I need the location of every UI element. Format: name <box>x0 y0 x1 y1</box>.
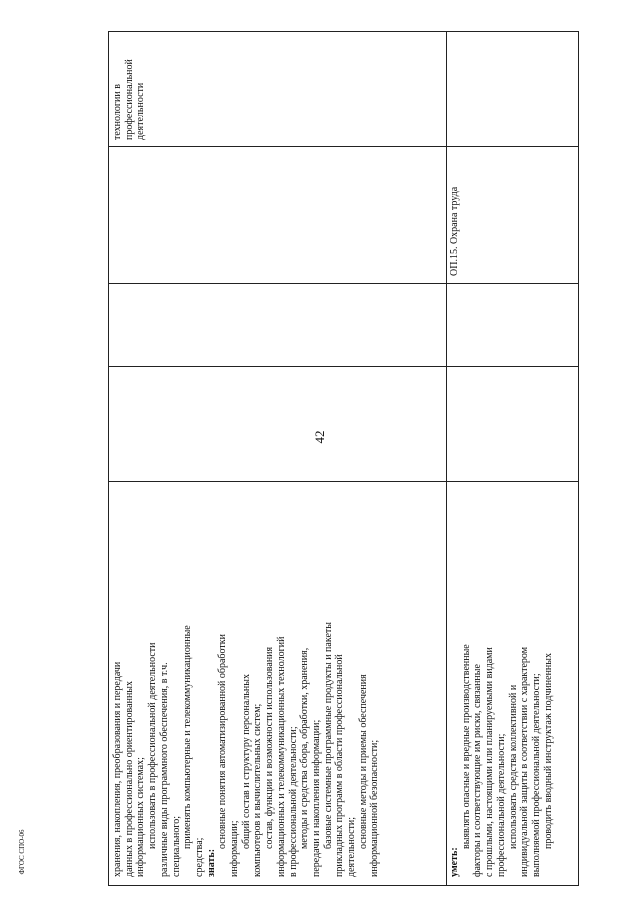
text-line: прикладных программ в области профессиональной <box>334 654 346 877</box>
text-line: информационной безопасности; <box>369 739 381 877</box>
text-line: основные понятия автоматизированной обработки <box>217 634 229 849</box>
text-line: данных в профессионально ориентированных <box>123 680 135 877</box>
text-line: основные методы и приемы обеспечения <box>357 674 369 849</box>
text-line: информации; <box>229 820 241 877</box>
page-footer: ФГОС СПО-06 <box>18 829 26 875</box>
text-line: технологии в <box>112 84 123 140</box>
text-line: проводить вводный инструктаж подчиненных <box>542 653 554 849</box>
text-line: информационных и телекоммуникационных технологий <box>275 636 287 877</box>
text-line: деятельности <box>135 82 147 140</box>
column-divider <box>109 283 578 284</box>
text-line: средства; <box>193 837 205 877</box>
text-line: в профессиональной деятельности; <box>287 726 299 877</box>
row1-discipline-cell <box>109 32 446 146</box>
row2-content-text <box>449 644 554 877</box>
text-line: выявлять опасные и вредные производственные <box>460 644 472 849</box>
text-line: профессиональной <box>123 59 135 140</box>
text-line: выполняемой профессиональной деятельности; <box>530 673 542 877</box>
text-line: методы и средства сбора, обработки, хранения, <box>299 647 311 849</box>
text-line: информационных системах; <box>135 757 147 877</box>
row1-content-cell <box>109 481 446 885</box>
row2-discipline-cell <box>446 146 579 283</box>
text-line: факторы и соответствующие им риски, связанные <box>472 664 484 877</box>
text-line: специального; <box>170 816 182 877</box>
text-line: использовать в профессиональной деятельности <box>147 642 159 849</box>
text-line: передачи и накопления информации; <box>310 719 322 877</box>
row1-content-text <box>112 622 381 877</box>
text-line: различные виды программного обеспечения, в т.ч. <box>158 662 170 877</box>
text-line: с прошлыми, настоящими или планируемыми видами <box>484 647 496 877</box>
text-line: хранения, накопления, преобразования и передачи <box>112 661 123 877</box>
text-line: индивидуальной защиты в соответствии с характером <box>519 646 531 877</box>
text-line: применять компьютерные и телекоммуникационные <box>182 625 194 849</box>
row1-discipline-text <box>112 59 147 140</box>
competency-table <box>108 31 579 886</box>
text-line: базовые системные программные продукты и пакеты <box>322 622 334 849</box>
text-line: знать: <box>205 848 217 877</box>
text-line: деятельности; <box>346 816 358 877</box>
text-line: общий состав и структуру персональных <box>240 674 252 849</box>
page-number: 42 <box>312 430 327 444</box>
text-line: профессиональной деятельности; <box>495 733 507 877</box>
row2-content-cell <box>446 481 579 885</box>
column-divider <box>109 366 578 367</box>
row2-discipline-text <box>449 187 461 276</box>
text-line: ОП.15. Охрана труда <box>449 186 460 276</box>
text-line: использовать средства коллективной и <box>507 684 519 849</box>
text-line: состав, функции и возможности использования <box>264 646 276 849</box>
text-line: компьютеров и вычислительных систем; <box>252 703 264 877</box>
text-line: уметь: <box>449 847 460 877</box>
